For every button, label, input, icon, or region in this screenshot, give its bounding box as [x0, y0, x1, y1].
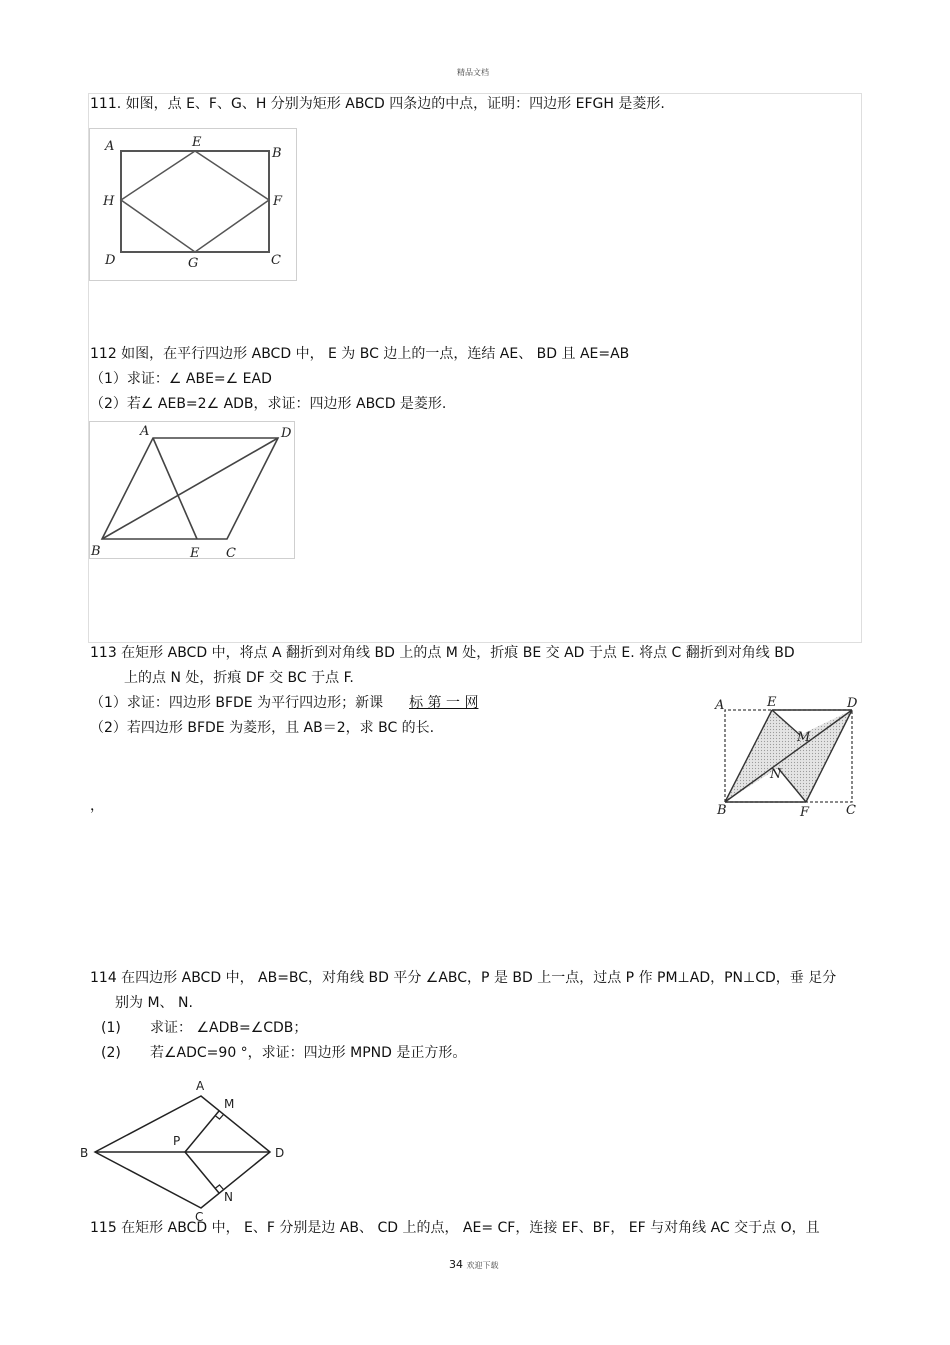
- problem-111-text: 111. 如图，点 E、F、G、H 分别为矩形 ABCD 四条边的中点，证明：四边形 EFGH 是菱形.: [90, 96, 665, 112]
- figure-114: [75, 1075, 300, 1225]
- problem-114-line1: 114 在四边形 ABCD 中， AB=BC，对角线 BD 平分 ∠ABC，P 是 BD 上一点，过点 P 作 PM⊥AD，PN⊥CD，垂 足分: [90, 970, 837, 986]
- label-A: A: [140, 424, 150, 439]
- problem-113-line4: （2）若四边形 BFDE 为菱形，且 AB＝2，求 BC 的长.: [90, 720, 435, 736]
- page-footer: [449, 1258, 499, 1271]
- label-H: H: [103, 194, 115, 209]
- label-C: C: [271, 253, 281, 268]
- label-E: E: [767, 695, 777, 710]
- problem-114-item1-number: (1): [101, 1020, 121, 1036]
- label-M: M: [797, 730, 811, 745]
- problem-114-item1-text: 求证： ∠ADB=∠CDB；: [150, 1020, 308, 1036]
- label-G: G: [188, 256, 199, 271]
- label-N: N: [224, 1190, 233, 1204]
- label-A: A: [715, 698, 725, 713]
- label-C: C: [226, 546, 236, 561]
- rectangle-abcd: [121, 151, 269, 252]
- rhombus-efgh: [121, 151, 269, 252]
- problem-112-line1: 112 如图，在平行四边形 ABCD 中， E 为 BC 边上的一点，连结 AE、 BD 且 AE=AB: [90, 346, 630, 362]
- figure-112: [89, 421, 296, 561]
- label-D: D: [281, 426, 292, 441]
- footer-text: 欢迎下载: [466, 1261, 499, 1270]
- label-B: B: [717, 803, 727, 818]
- problem-113-part1: （1）求证：四边形 BFDE 为平行四边形；新课: [90, 695, 384, 711]
- label-P: P: [173, 1134, 181, 1148]
- problem-114-item2-text: 若∠ADC=90 °，求证：四边形 MPND 是正方形。: [150, 1045, 467, 1061]
- problem-114-line2: 别为 M、 N.: [115, 995, 193, 1011]
- label-A: A: [196, 1079, 205, 1093]
- label-B: B: [272, 146, 282, 161]
- problem-113-watermark: 标 第 一 网: [409, 695, 479, 711]
- label-E: E: [190, 546, 200, 561]
- label-B: B: [80, 1146, 89, 1160]
- problem-115-line1: 115 在矩形 ABCD 中， E、F 分别是边 AB、 CD 上的点， AE= CF，连接 EF、BF， EF 与对角线 AC 交于点 O，且: [90, 1220, 820, 1236]
- segment-pn: [185, 1152, 219, 1193]
- label-E: E: [192, 135, 202, 150]
- problem-112-line2: （1）求证：∠ ABE=∠ EAD: [90, 371, 272, 387]
- label-D: D: [105, 253, 116, 268]
- problem-113-line1: 113 在矩形 ABCD 中，将点 A 翻折到对角线 BD 上的点 M 处，折痕 BE 交 AD 于点 E. 将点 C 翻折到对角线 BD: [90, 645, 795, 661]
- problem-114-item2-number: (2): [101, 1045, 121, 1061]
- label-F: F: [800, 805, 810, 820]
- label-A: A: [105, 139, 115, 154]
- figure-111: [89, 128, 298, 282]
- label-B: B: [91, 544, 101, 559]
- page-header: 精品文档: [457, 68, 489, 77]
- label-C: C: [846, 803, 856, 818]
- problem-112-line3: （2）若∠ AEB=2∠ ADB，求证：四边形 ABCD 是菱形.: [90, 396, 447, 412]
- figure-112-border: [90, 422, 295, 559]
- label-M: M: [224, 1097, 235, 1111]
- problem-113-line2: 上的点 N 处，折痕 DF 交 BC 于点 F.: [124, 670, 354, 686]
- label-F: F: [273, 194, 283, 209]
- label-N: N: [770, 767, 782, 782]
- segment-pm: [185, 1111, 219, 1152]
- stray-mark: ，: [90, 798, 104, 814]
- problem-113-line3: [90, 694, 478, 712]
- label-D: D: [275, 1146, 285, 1160]
- page-number: 34: [449, 1258, 463, 1271]
- label-C: C: [195, 1210, 204, 1224]
- label-D: D: [847, 696, 858, 711]
- figure-113: [712, 692, 870, 822]
